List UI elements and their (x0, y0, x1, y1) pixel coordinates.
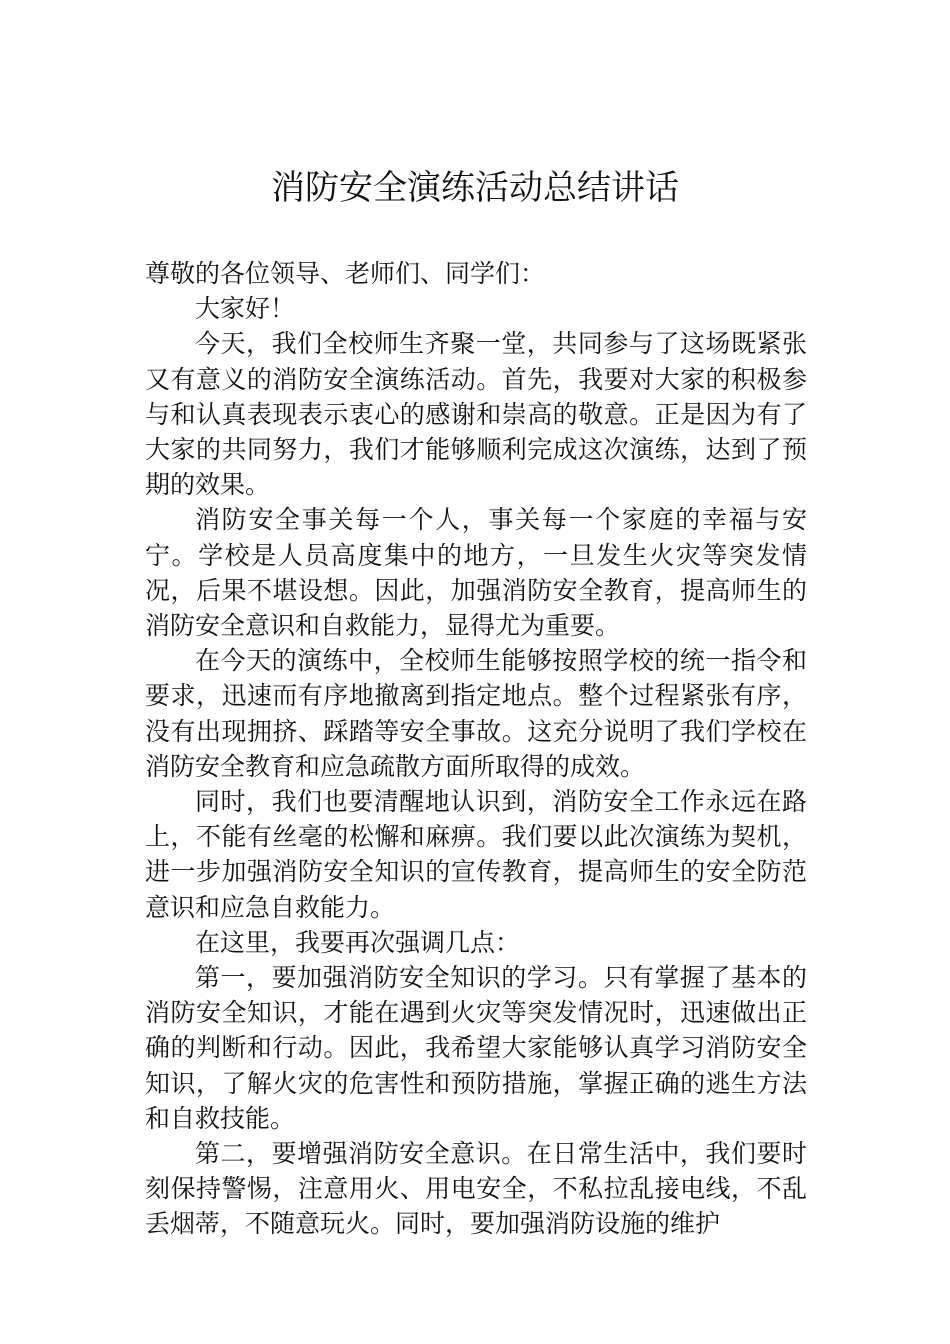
paragraph: 今天，我们全校师生齐聚一堂，共同参与了这场既紧张又有意义的消防安全演练活动。首先，我要对大家的积极参与和认真表现表示衷心的感谢和崇高的敬意。正是因为有了大家的共同努力，我们才能够顺利完成这次演练，达到了预期的效果。 (145, 329, 807, 500)
paragraph: 同时，我们也要清醒地认识到，消防安全工作永远在路上，不能有丝毫的松懈和麻痹。我们要以此次演练为契机，进一步加强消防安全知识的宣传教育，提高师生的安全防范意识和应急自救能力。 (145, 787, 807, 922)
paragraph: 在这里，我要再次强调几点： (195, 927, 521, 957)
salutation: 尊敬的各位领导、老师们、同学们： (145, 259, 546, 288)
paragraph: 在今天的演练中，全校师生能够按照学校的统一指令和要求，迅速而有序地撤离到指定地点。整个过程紧张有序，没有出现拥挤、踩踏等安全事故。这充分说明了我们学校在消防安全教育和应急疏散方面所取得的成效。 (145, 646, 807, 781)
paragraph-greeting: 大家好！ (195, 294, 296, 324)
document-title: 消防安全演练活动总结讲话 (271, 168, 679, 208)
document-body (145, 256, 807, 1242)
paragraph: 消防安全事关每一个人，事关每一个家庭的幸福与安宁。学校是人员高度集中的地方，一旦发生火灾等突发情况，后果不堪设想。因此，加强消防安全教育，提高师生的消防安全意识和自救能力，显得尤为重要。 (145, 505, 807, 641)
paragraph: 第二，要增强消防安全意识。在日常生活中，我们要时刻保持警惕，注意用火、用电安全，不私拉乱接电线，不乱丢烟蒂，不随意玩火。同时，要加强消防设施的维护 (145, 1139, 807, 1239)
paragraph: 第一，要加强消防安全知识的学习。只有掌握了基本的消防安全知识，才能在遇到火灾等突发情况时，迅速做出正确的判断和行动。因此，我希望大家能够认真学习消防安全知识，了解火灾的危害性和预防措施，掌握正确的逃生方法和自救技能。 (145, 963, 807, 1133)
